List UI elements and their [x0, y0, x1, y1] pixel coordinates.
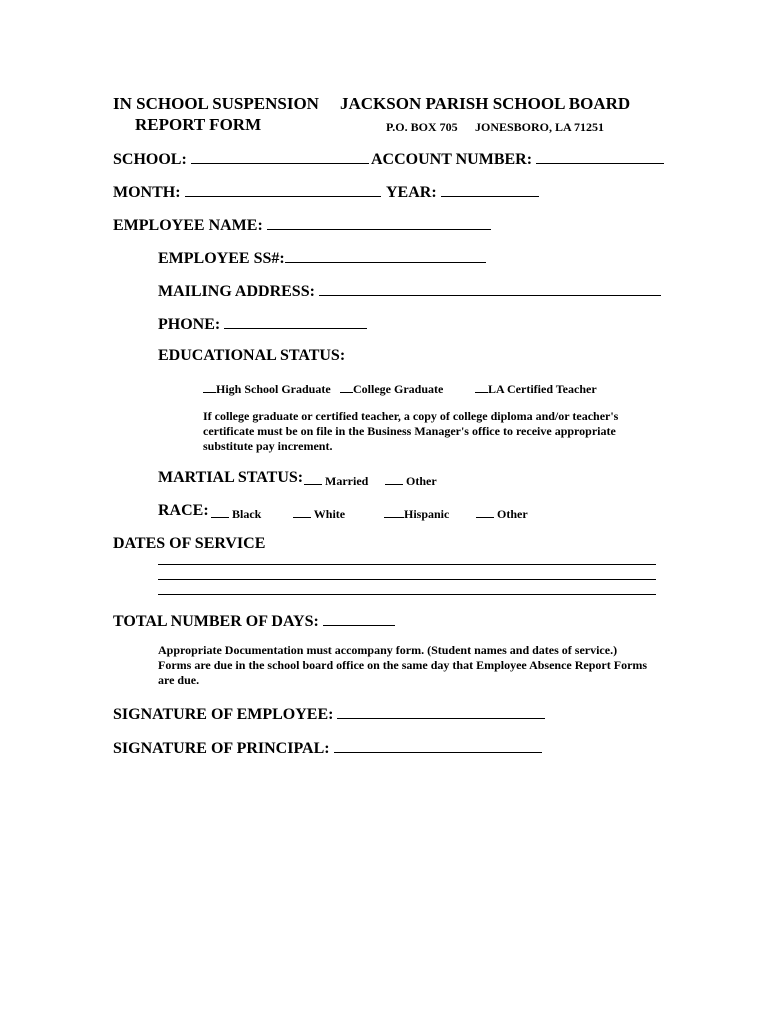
employee-ss-label: EMPLOYEE SS#: — [158, 250, 285, 267]
city-state-zip: JONESBORO, LA 71251 — [475, 120, 605, 134]
employee-ss-row — [158, 249, 486, 268]
dates-of-service-label: DATES OF SERVICE — [113, 535, 266, 552]
year-field[interactable] — [441, 183, 539, 197]
total-days-field[interactable] — [323, 612, 395, 626]
total-days-row — [113, 612, 395, 631]
dates-of-service-line-1[interactable] — [158, 564, 656, 565]
year-row — [386, 183, 539, 202]
race-option-hispanic[interactable]: Hispanic — [384, 504, 449, 522]
employee-signature-row — [113, 705, 545, 724]
account-number-field[interactable] — [536, 150, 664, 164]
marital-option-other[interactable]: Other — [385, 471, 437, 489]
mailing-address-field[interactable] — [319, 282, 661, 296]
form-title-line1: IN SCHOOL SUSPENSION — [113, 94, 319, 113]
edu-blank — [203, 379, 216, 393]
month-field[interactable] — [185, 183, 381, 197]
race-blank — [476, 504, 494, 518]
form-title-line2: REPORT FORM — [135, 115, 262, 134]
educational-status-label: EDUCATIONAL STATUS: — [158, 347, 346, 364]
mailing-address-row — [158, 282, 661, 301]
marital-blank — [304, 471, 322, 485]
dates-of-service-line-2[interactable] — [158, 579, 656, 580]
edu-option-high-school[interactable]: High School Graduate — [203, 379, 331, 397]
marital-option-married[interactable]: Married — [304, 471, 368, 489]
race-option-white[interactable]: White — [293, 504, 345, 522]
mailing-address-label: MAILING ADDRESS: — [158, 283, 315, 300]
employee-signature-label: SIGNATURE OF EMPLOYEE: — [113, 706, 334, 723]
edu-option-certified[interactable]: LA Certified Teacher — [475, 379, 597, 397]
month-row — [113, 183, 381, 202]
race-blank — [293, 504, 311, 518]
school-label: SCHOOL: — [113, 151, 187, 168]
education-note: If college graduate or certified teacher, a copy of college diploma and/or teacher's certificate must be on file in the Business Manager's office to receive appropriate substitute pay increment. — [203, 409, 619, 453]
dates-of-service-line-3[interactable] — [158, 594, 656, 595]
employee-name-row — [113, 216, 491, 235]
school-field[interactable] — [191, 150, 369, 164]
marital-blank — [385, 471, 403, 485]
race-blank — [211, 504, 229, 518]
board-name: JACKSON PARISH SCHOOL BOARD — [340, 94, 631, 113]
marital-status-label: MARTIAL STATUS: — [158, 469, 304, 486]
employee-name-label: EMPLOYEE NAME: — [113, 217, 263, 234]
account-row — [371, 150, 664, 169]
edu-blank — [475, 379, 488, 393]
race-option-other[interactable]: Other — [476, 504, 528, 522]
total-days-label: TOTAL NUMBER OF DAYS: — [113, 613, 319, 630]
marital-row — [158, 469, 303, 487]
employee-name-field[interactable] — [267, 216, 491, 230]
race-blank — [384, 504, 404, 518]
po-box: P.O. BOX 705 — [386, 120, 458, 134]
principal-signature-field[interactable] — [334, 739, 542, 753]
employee-signature-field[interactable] — [337, 705, 545, 719]
phone-row — [158, 315, 367, 334]
edu-blank — [340, 379, 353, 393]
documentation-note: Appropriate Documentation must accompany form. (Student names and dates of service.) Forms are due in the school board office on the same day that Employee Absence Report Forms are due. — [158, 643, 648, 687]
phone-field[interactable] — [224, 315, 367, 329]
month-label: MONTH: — [113, 184, 181, 201]
race-label: RACE: — [158, 502, 209, 519]
account-number-label: ACCOUNT NUMBER: — [371, 151, 533, 168]
principal-signature-label: SIGNATURE OF PRINCIPAL: — [113, 740, 330, 757]
employee-ss-field[interactable] — [285, 249, 486, 263]
phone-label: PHONE: — [158, 316, 221, 333]
edu-option-college[interactable]: College Graduate — [340, 379, 443, 397]
principal-signature-row — [113, 739, 542, 758]
race-option-black[interactable]: Black — [211, 504, 261, 522]
year-label: YEAR: — [386, 184, 437, 201]
school-row — [113, 150, 369, 169]
